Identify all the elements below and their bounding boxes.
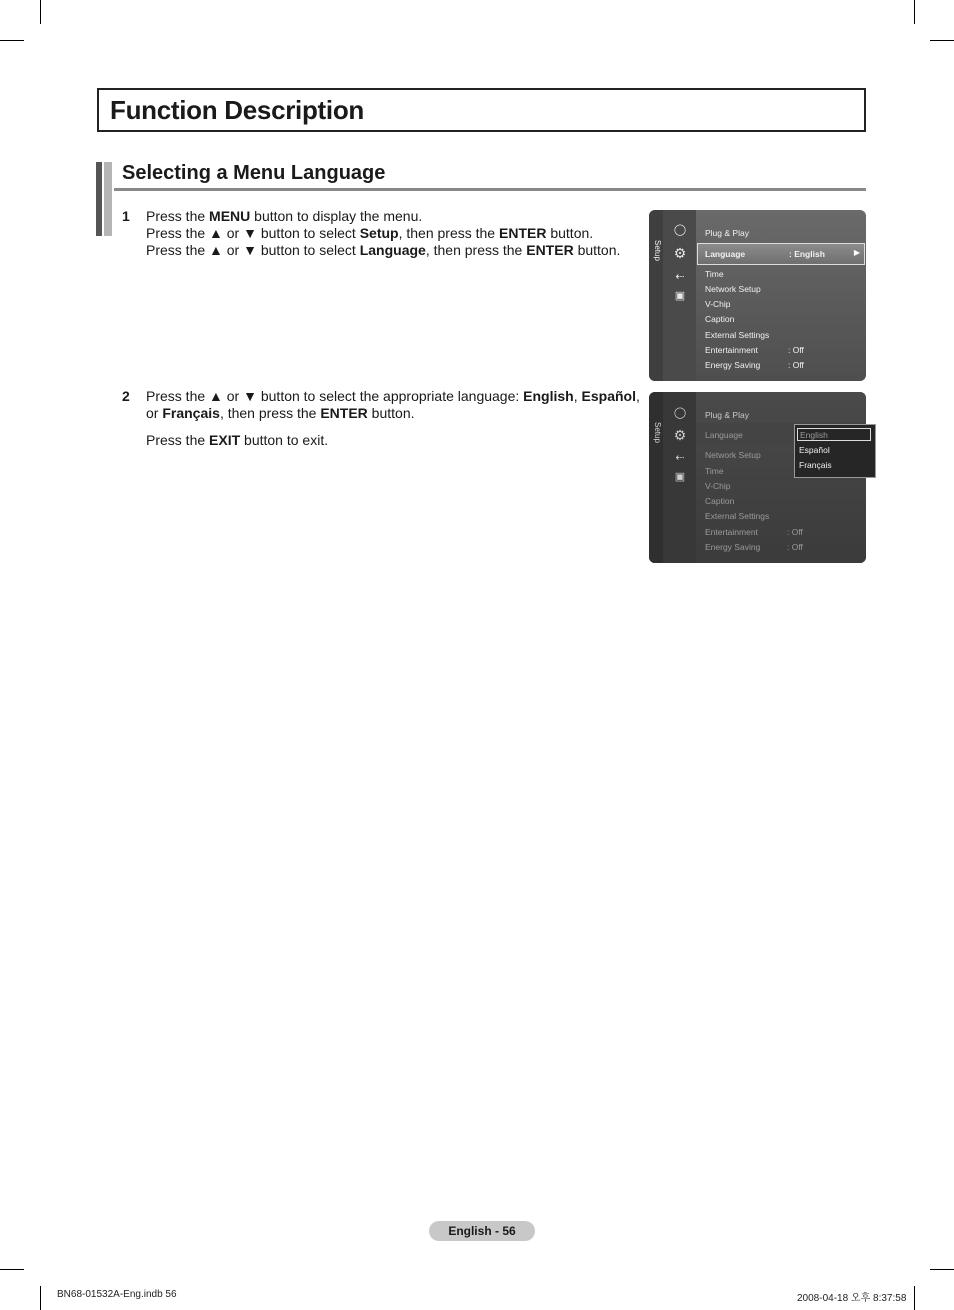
- step-1-line-1: Press the MENU button to display the menu.: [146, 208, 423, 224]
- menu-item-language: Language: [705, 430, 743, 440]
- menu-side-label: Setup: [653, 422, 662, 443]
- picture-icon: ◯: [673, 407, 687, 419]
- tv-menu-screenshot-setup: [649, 210, 866, 381]
- menu-icon-column: [663, 392, 696, 563]
- menu-item-external-settings: External Settings: [705, 330, 770, 340]
- crop-mark: [930, 1269, 954, 1270]
- input-icon: ⇠: [675, 452, 685, 464]
- crop-mark: [914, 1286, 915, 1310]
- section-rule: [114, 188, 866, 191]
- step-2-line-1: Press the ▲ or ▼ button to select the appropriate language: English, Español,: [146, 388, 640, 404]
- menu-item-energy-saving: Energy Saving: [705, 542, 761, 552]
- footer-file-info: BN68-01532A-Eng.indb 56: [57, 1289, 177, 1300]
- menu-item-plug-play: Plug & Play: [705, 228, 749, 238]
- menu-item-language-highlight: [697, 243, 865, 265]
- crop-mark: [40, 1286, 41, 1310]
- menu-side-tab: [649, 210, 663, 381]
- menu-item-energy-saving-value: : Off: [787, 542, 803, 552]
- input-icon: ⇠: [675, 271, 685, 283]
- menu-item-language-value: : English: [789, 249, 825, 259]
- crop-mark: [0, 40, 24, 41]
- menu-item-network-setup: Network Setup: [705, 450, 761, 460]
- crop-mark: [0, 1269, 24, 1270]
- menu-icon-column: [663, 210, 696, 381]
- setup-gear-icon: ⚙: [673, 245, 687, 261]
- application-icon: ▣: [674, 471, 686, 483]
- menu-item-time: Time: [705, 466, 724, 476]
- crop-mark: [914, 0, 915, 24]
- menu-side-label: Setup: [653, 240, 662, 261]
- language-dropdown: [794, 424, 876, 478]
- menu-item-entertainment-value: : Off: [787, 527, 803, 537]
- page-title-box: [97, 88, 866, 132]
- page-number-badge: English - 56: [429, 1221, 535, 1241]
- page-title: Function Description: [110, 95, 365, 125]
- step-number: 1: [122, 208, 130, 224]
- menu-item-external-settings: External Settings: [705, 511, 770, 521]
- menu-item-entertainment: Entertainment: [705, 345, 758, 355]
- menu-item-language: Language: [705, 249, 746, 259]
- menu-item-time: Time: [705, 269, 724, 279]
- language-option-selected: [797, 428, 871, 441]
- application-icon: ▣: [674, 290, 686, 302]
- language-option-english: English: [800, 430, 828, 440]
- step-2-line-3: Press the EXIT button to exit.: [146, 432, 329, 448]
- section-title: Selecting a Menu Language: [122, 162, 386, 184]
- tv-menu-screenshot-language: [649, 392, 866, 563]
- menu-item-v-chip: V-Chip: [705, 299, 731, 309]
- menu-item-plug-play: Plug & Play: [705, 410, 749, 420]
- right-arrow-icon: ▶: [853, 248, 860, 257]
- picture-icon: ◯: [673, 224, 687, 236]
- menu-items: [696, 210, 866, 381]
- crop-mark: [930, 40, 954, 41]
- language-option-espanol: Español: [799, 445, 830, 455]
- setup-gear-icon: ⚙: [673, 427, 687, 443]
- menu-item-v-chip: V-Chip: [705, 481, 731, 491]
- menu-item-network-setup: Network Setup: [705, 284, 761, 294]
- menu-side-tab: [649, 392, 663, 563]
- menu-item-energy-saving: Energy Saving: [705, 360, 761, 370]
- crop-mark: [40, 0, 41, 24]
- step-number: 2: [122, 388, 130, 404]
- menu-item-entertainment-value: : Off: [788, 345, 804, 355]
- language-option-francais: Français: [799, 460, 832, 470]
- menu-item-caption: Caption: [705, 314, 735, 324]
- footer-date: 2008-04-18 오후 8:37:58: [797, 1293, 907, 1304]
- menu-item-energy-saving-value: : Off: [788, 360, 804, 370]
- section-bar: [96, 162, 102, 236]
- menu-item-entertainment: Entertainment: [705, 527, 758, 537]
- step-2-line-2: or Français, then press the ENTER button.: [146, 405, 415, 421]
- section-bar: [104, 162, 112, 236]
- step-1-line-2: Press the ▲ or ▼ button to select Setup, then press the ENTER button.: [146, 225, 594, 241]
- menu-item-caption: Caption: [705, 496, 735, 506]
- step-1-line-3: Press the ▲ or ▼ button to select Language, then press the ENTER button.: [146, 242, 621, 258]
